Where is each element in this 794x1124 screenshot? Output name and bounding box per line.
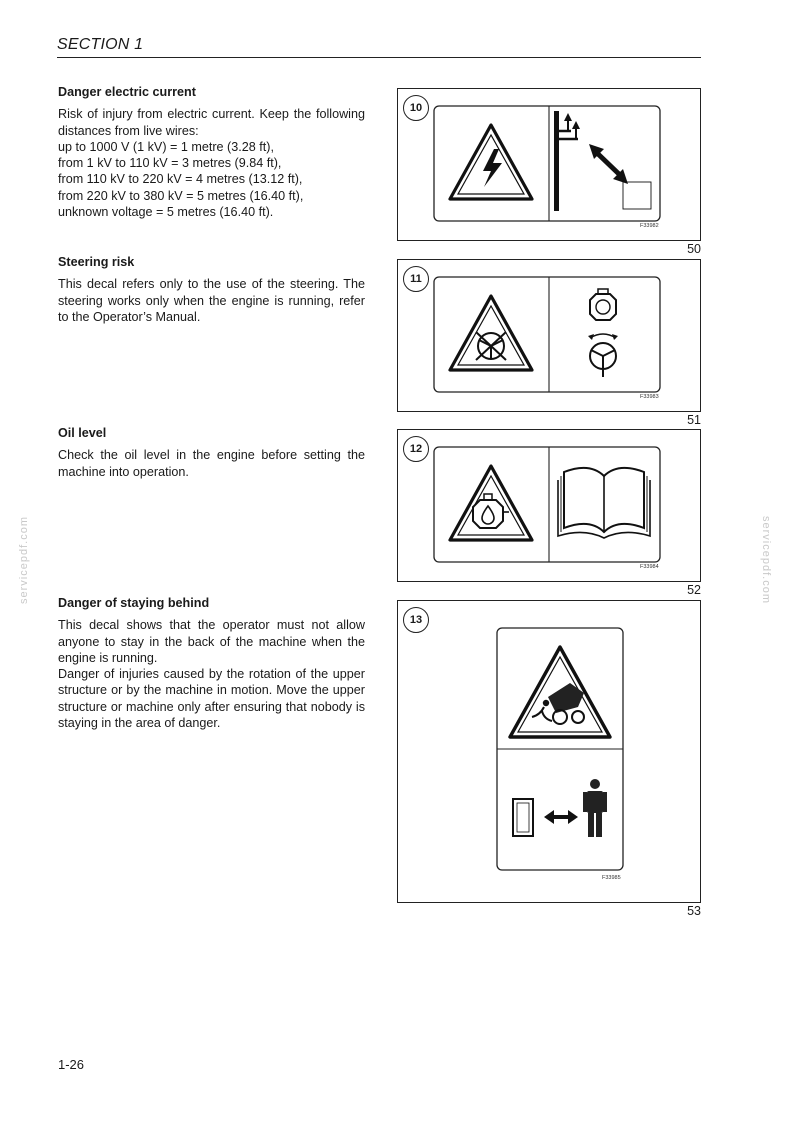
person-distance-icon — [513, 779, 607, 837]
double-arrow-icon — [589, 144, 628, 184]
electric-hazard-triangle-icon — [450, 125, 532, 199]
decal-code: F33982 — [640, 223, 659, 229]
operator-manual-book-icon — [558, 468, 650, 538]
entry-title: Danger electric current — [58, 85, 196, 99]
oil-level-decal — [398, 430, 702, 583]
entry-body: Check the oil level in the engine before setting the machine into operation. — [58, 448, 365, 479]
entry-electric-current — [58, 84, 365, 220]
distance-line: from 110 kV to 220 kV = 4 metres (13.12 ft), — [58, 172, 303, 187]
entry-body: Risk of injury from electric current. Keep the following distances from live wires: — [58, 107, 365, 138]
distance-line: unknown voltage = 5 metres (16.40 ft). — [58, 205, 274, 220]
engine-oil-triangle-icon — [450, 466, 532, 540]
entry-title: Danger of staying behind — [58, 596, 210, 610]
entry-title: Steering risk — [58, 255, 135, 269]
watermark-left: servicepdf.com — [18, 516, 30, 604]
section-title: SECTION 1 — [57, 36, 144, 53]
entry-steering-risk — [58, 254, 365, 325]
entry-body: This decal shows that the operator must not allow anyone to stay in the back of the machine when the engine is running. — [58, 618, 365, 665]
distance-line: from 220 kV to 380 kV = 5 metres (16.40 ft), — [58, 188, 304, 203]
decal-figure-52 — [397, 429, 701, 582]
decal-figure-50 — [397, 88, 701, 241]
page-number: 1-26 — [58, 1057, 85, 1072]
figure-number: 50 — [687, 242, 701, 256]
entry-staying-behind — [58, 595, 365, 731]
power-line-icon — [554, 111, 580, 211]
decal-badge: 13 — [403, 607, 429, 633]
entry-oil-level — [58, 425, 365, 480]
watermark-right: servicepdf.com — [760, 516, 772, 604]
decal-badge: 11 — [403, 266, 429, 292]
decal-code: F33985 — [602, 875, 621, 881]
decal-badge: 10 — [403, 95, 429, 121]
entry-title: Oil level — [58, 426, 107, 440]
decal-code: F33983 — [640, 394, 659, 400]
figure-number: 52 — [687, 583, 701, 597]
entry-body: This decal refers only to the use of the steering. The steering works only when the engine is running, refer to the Operator’s Manual. — [58, 277, 365, 324]
crush-hazard-triangle-icon — [510, 647, 610, 737]
decal-figure-53 — [397, 600, 701, 903]
figure-number: 51 — [687, 413, 701, 427]
distance-line: from 1 kV to 110 kV = 3 metres (9.84 ft), — [58, 156, 282, 171]
steering-risk-decal — [398, 260, 702, 413]
engine-icon — [590, 289, 616, 320]
decal-badge: 12 — [403, 436, 429, 462]
distance-line: up to 1000 V (1 kV) = 1 metre (3.28 ft), — [58, 139, 274, 154]
header-rule — [57, 57, 701, 58]
decal-figure-51 — [397, 259, 701, 412]
steering-wheel-icon — [588, 334, 618, 377]
steering-hazard-triangle-icon — [450, 296, 532, 370]
electric-hazard-decal — [398, 89, 702, 242]
decal-code: F33984 — [640, 564, 659, 570]
entry-body-2: Danger of injuries caused by the rotation of the upper structure or by the machine in motion. Move the upper structure or machine only after ensuring that nobody is staying in the area of danger. — [58, 667, 365, 731]
figure-number: 53 — [687, 904, 701, 918]
staying-behind-decal — [398, 601, 702, 904]
